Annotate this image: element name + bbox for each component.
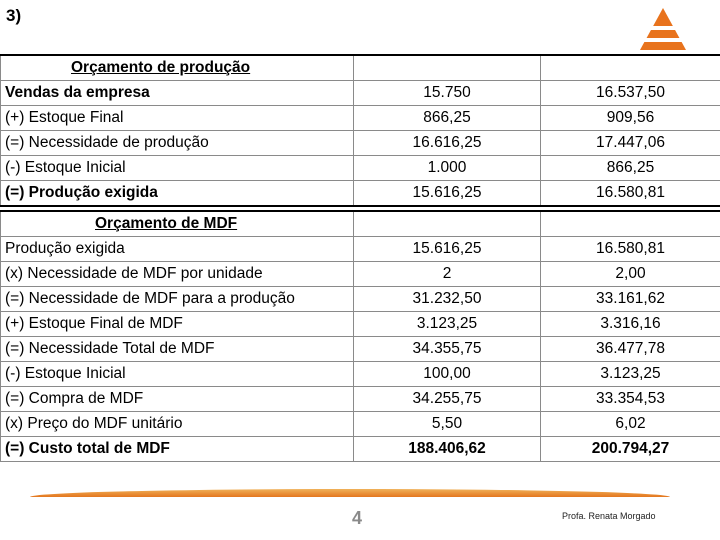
production-budget-row-value-1: 1.000 — [354, 156, 541, 181]
production-budget-row-value-1: 866,25 — [354, 106, 541, 131]
mdf-budget-row-label: (=) Necessidade de MDF para a produção — [1, 287, 354, 312]
mdf-budget-row — [1, 412, 720, 437]
mdf-budget-title: Orçamento de MDF — [1, 211, 354, 237]
slide-label: 3) — [6, 6, 22, 25]
production-budget-row — [1, 181, 720, 207]
mdf-budget-row — [1, 387, 720, 412]
production-budget-row-value-1: 15.616,25 — [354, 181, 541, 207]
mdf-budget-row-value-1: 2 — [354, 262, 541, 287]
mdf-budget-row-value-2: 2,00 — [541, 262, 720, 287]
production-budget-row-value-1: 15.750 — [354, 81, 541, 106]
mdf-budget-table — [0, 210, 720, 462]
mdf-budget-row-label: (x) Preço do MDF unitário — [1, 412, 354, 437]
mdf-budget-row-value-2: 200.794,27 — [541, 437, 720, 462]
mdf-budget-row — [1, 337, 720, 362]
mdf-budget-title-row — [1, 211, 720, 237]
production-budget-row — [1, 81, 720, 106]
production-budget-title-row — [1, 55, 720, 81]
production-budget-row-value-2: 909,56 — [541, 106, 720, 131]
production-budget-row-value-2: 16.537,50 — [541, 81, 720, 106]
production-budget-row-value-2: 17.447,06 — [541, 131, 720, 156]
mdf-budget-row-value-1: 15.616,25 — [354, 237, 541, 262]
mdf-budget-row-value-1: 34.355,75 — [354, 337, 541, 362]
mdf-budget-row-label: (+) Estoque Final de MDF — [1, 312, 354, 337]
mdf-budget-row-label: (=) Necessidade Total de MDF — [1, 337, 354, 362]
production-budget-row-value-2: 16.580,81 — [541, 181, 720, 207]
mdf-budget-row-value-2: 33.161,62 — [541, 287, 720, 312]
page-number: 4 — [352, 508, 363, 528]
mdf-budget-row — [1, 362, 720, 387]
production-budget-row — [1, 131, 720, 156]
mdf-budget-row-label: (-) Estoque Inicial — [1, 362, 354, 387]
production-budget-row-label: (-) Estoque Inicial — [1, 156, 354, 181]
production-budget-row-value-2: 866,25 — [541, 156, 720, 181]
mdf-budget-row-value-1: 34.255,75 — [354, 387, 541, 412]
triangle-logo-icon — [638, 6, 688, 52]
author-credit: Profa. Renata Morgado — [562, 511, 656, 521]
mdf-budget-row-label: (=) Compra de MDF — [1, 387, 354, 412]
mdf-budget-row-value-1: 5,50 — [354, 412, 541, 437]
mdf-budget-row — [1, 262, 720, 287]
production-budget-row-value-1: 16.616,25 — [354, 131, 541, 156]
mdf-budget-row — [1, 312, 720, 337]
production-budget-table — [0, 54, 720, 207]
mdf-budget-row-label: Produção exigida — [1, 237, 354, 262]
mdf-budget-row-value-2: 16.580,81 — [541, 237, 720, 262]
mdf-budget-row-value-2: 36.477,78 — [541, 337, 720, 362]
mdf-budget-row-value-1: 100,00 — [354, 362, 541, 387]
mdf-budget-row — [1, 437, 720, 462]
mdf-budget-row-value-1: 3.123,25 — [354, 312, 541, 337]
mdf-budget-row — [1, 237, 720, 262]
mdf-budget-row-value-2: 6,02 — [541, 412, 720, 437]
mdf-budget-row-value-2: 3.123,25 — [541, 362, 720, 387]
mdf-budget-row-value-2: 3.316,16 — [541, 312, 720, 337]
mdf-budget-row — [1, 287, 720, 312]
production-budget-row — [1, 156, 720, 181]
mdf-budget-row-label: (x) Necessidade de MDF por unidade — [1, 262, 354, 287]
production-budget-row-label: (+) Estoque Final — [1, 106, 354, 131]
mdf-budget-row-label: (=) Custo total de MDF — [1, 437, 354, 462]
production-budget-row — [1, 106, 720, 131]
mdf-budget-row-value-1: 31.232,50 — [354, 287, 541, 312]
production-budget-row-label: Vendas da empresa — [1, 81, 354, 106]
production-budget-row-label: (=) Produção exigida — [1, 181, 354, 207]
production-budget-title: Orçamento de produção — [1, 55, 354, 81]
mdf-budget-row-value-2: 33.354,53 — [541, 387, 720, 412]
production-budget-row-label: (=) Necessidade de produção — [1, 131, 354, 156]
mdf-budget-row-value-1: 188.406,62 — [354, 437, 541, 462]
footer-decorative-bar — [30, 489, 670, 497]
